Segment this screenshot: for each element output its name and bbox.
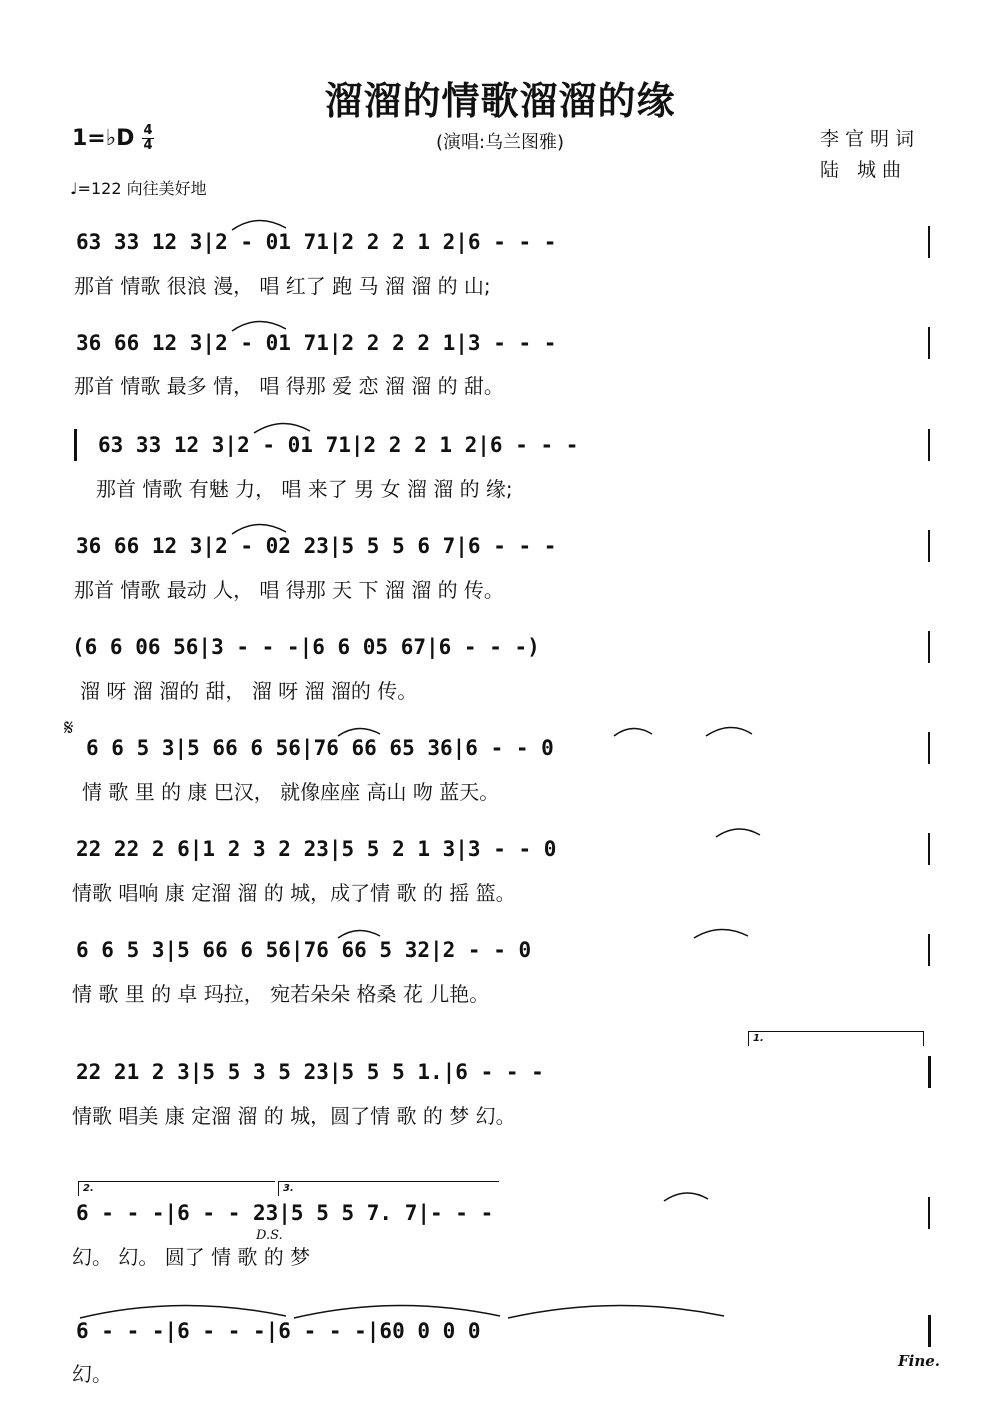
notation-line-7: 22 22 2 6|1 2 3 2 23|5 5 2 1 3|3 - - 0 <box>76 837 557 861</box>
volta-1-label: 1. <box>753 1033 764 1044</box>
tempo-marking: ♩=122 向往美好地 <box>70 179 207 198</box>
notation-line-5: (6 6 06 56|3 - - -|6 6 05 67|6 - - -) <box>72 635 540 659</box>
slur <box>614 728 652 736</box>
slur <box>232 321 286 331</box>
lyrics-line-9: 情歌 唱美 康 定溜 溜 的 城，圆了情 歌 的 梦 幻。 <box>72 1104 516 1128</box>
lyrics-line-5: 溜 呀 溜 溜的 甜， 溜 呀 溜 溜的 传。 <box>80 679 418 703</box>
composer-credit: 陆 城曲 <box>820 159 908 181</box>
lyrics-line-4: 那首 情歌 最动 人， 唱 得那 天 下 溜 溜 的 传。 <box>74 578 504 602</box>
slur <box>80 1305 286 1318</box>
lyricist-credit: 李官明词 <box>820 128 921 150</box>
fine-marking: Fine. <box>898 1352 941 1370</box>
lyrics-line-7: 情歌 唱响 康 定溜 溜 的 城，成了情 歌 的 摇 篮。 <box>72 881 516 905</box>
page-title: 溜溜的情歌溜溜的缘 <box>324 79 676 123</box>
volta-3-label: 3. <box>283 1183 294 1194</box>
lyrics-line-6: 情 歌 里 的 康 巴汉， 就像座座 高山 吻 蓝天。 <box>82 780 500 804</box>
slur <box>232 524 286 534</box>
notation-line-1: 63 33 12 3|2 - 01 71|2 2 2 1 2|6 - - - <box>76 230 557 254</box>
notation-line-2: 36 66 12 3|2 - 01 71|2 2 2 2 1|3 - - - <box>76 331 557 355</box>
slur <box>254 423 310 433</box>
notation-line-8: 6 6 5 3|5 66 6 56|76 66 5 32|2 - - 0 <box>76 938 532 962</box>
lyrics-line-3: 那首 情歌 有魅 力， 唱 来了 男 女 溜 溜 的 缘; <box>96 477 513 501</box>
slur <box>338 728 380 736</box>
time-signature-bottom: 4 <box>143 138 153 153</box>
lyrics-line-11: 幻。 <box>72 1362 112 1386</box>
lyrics-line-2: 那首 情歌 最多 情， 唱 得那 爱 恋 溜 溜 的 甜。 <box>74 374 504 398</box>
slur <box>716 829 760 837</box>
notation-line-4: 36 66 12 3|2 - 02 23|5 5 5 6 7|6 - - - <box>76 534 557 558</box>
notation-line-9: 22 21 2 3|5 5 3 5 23|5 5 5 1.|6 - - - <box>76 1060 544 1084</box>
slur <box>294 1305 500 1318</box>
slur <box>508 1305 724 1318</box>
slur <box>232 220 286 230</box>
ds-marking: D.S. <box>256 1228 283 1243</box>
segno-icon: 𝄋 <box>64 716 74 741</box>
slur <box>338 930 380 938</box>
key-signature: 1=♭D <box>72 126 135 151</box>
volta-2-label: 2. <box>83 1183 94 1194</box>
slur <box>694 929 748 938</box>
notation-line-11: 6 - - -|6 - - -|6 - - -|60 0 0 0 <box>76 1319 481 1343</box>
lyrics-line-10: 幻。 幻。 圆了 情 歌 的 梦 <box>72 1245 311 1269</box>
lyrics-line-8: 情 歌 里 的 卓 玛拉， 宛若朵朵 格桑 花 儿艳。 <box>72 982 490 1006</box>
slur <box>664 1193 708 1201</box>
time-signature-top: 4 <box>143 123 153 138</box>
singer-credit: (演唱:乌兰图雅) <box>435 132 565 153</box>
notation-line-6: 6 6 5 3|5 66 6 56|76 66 65 36|6 - - 0 <box>86 736 554 760</box>
notation-line-3: 63 33 12 3|2 - 01 71|2 2 2 1 2|6 - - - <box>98 433 579 457</box>
slur <box>706 727 752 736</box>
notation-line-10: 6 - - -|6 - - 23|5 5 5 7. 7|- - - <box>76 1201 494 1225</box>
lyrics-line-1: 那首 情歌 很浪 漫， 唱 红了 跑 马 溜 溜 的 山; <box>74 274 491 298</box>
